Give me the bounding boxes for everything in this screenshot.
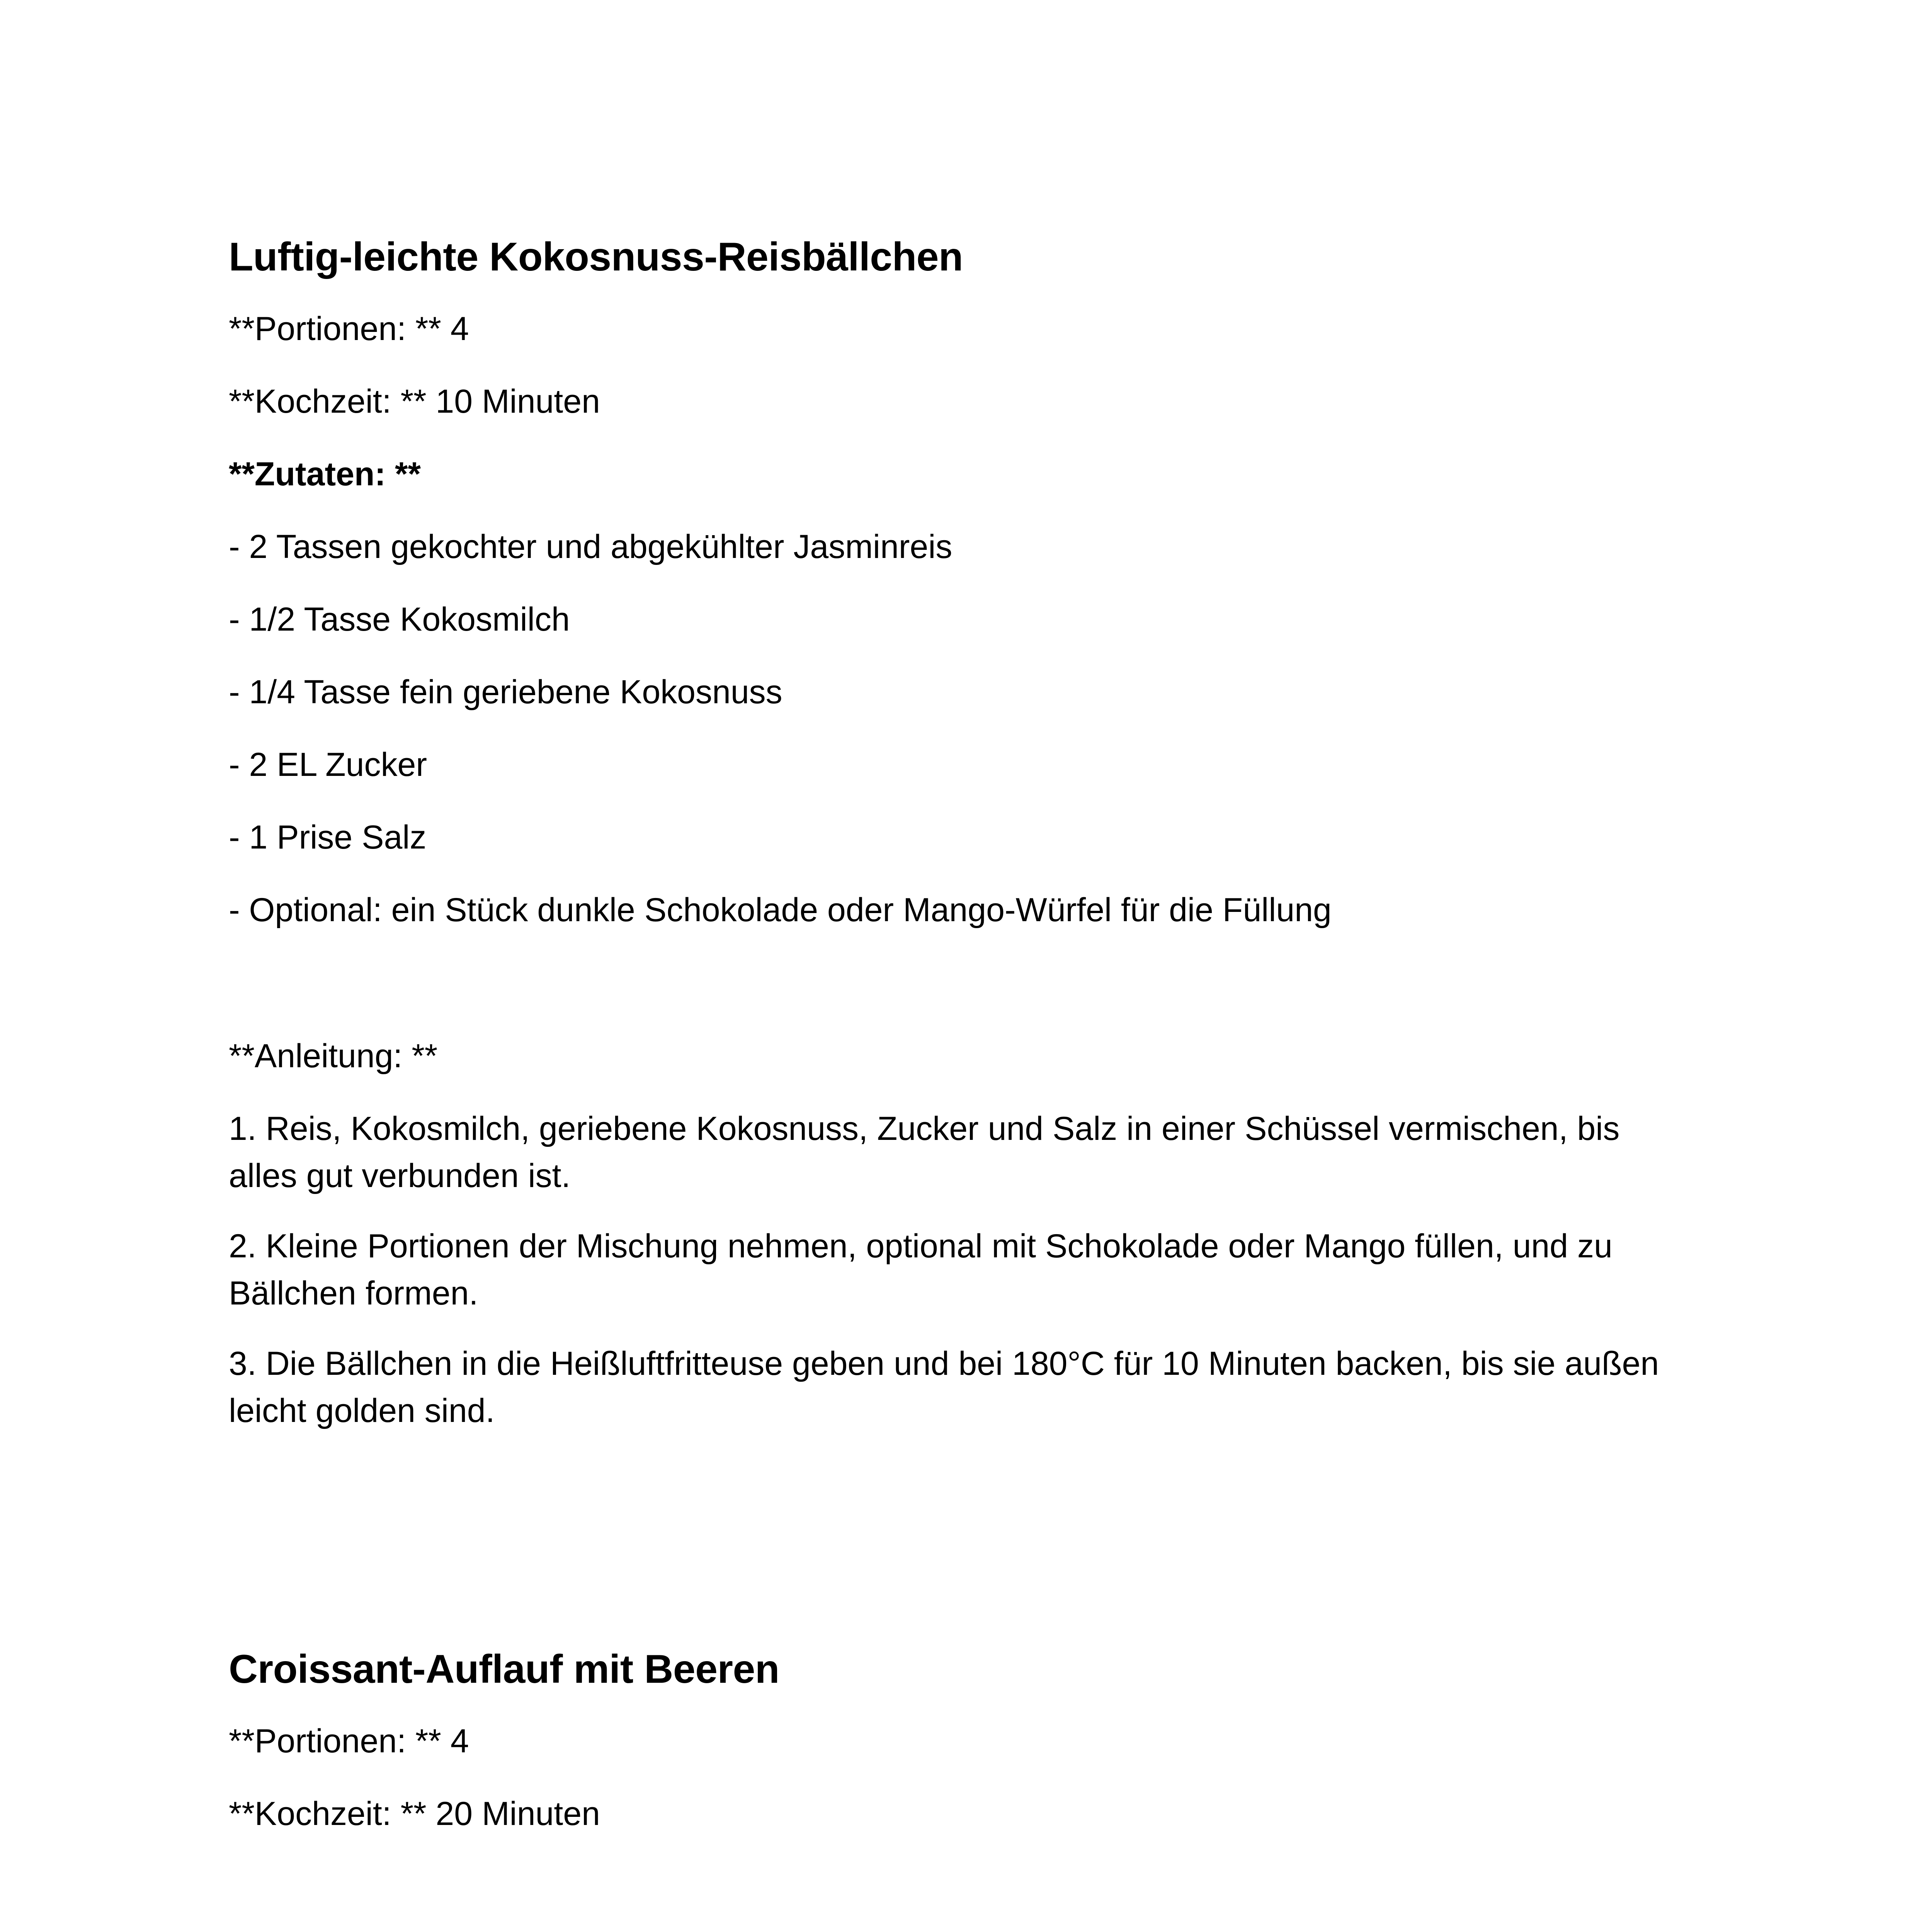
ingredient-item: - 2 EL Zucker [229, 746, 427, 783]
recipe-portions: **Portionen: ** 4 [229, 310, 469, 347]
ingredient-item: - 1/2 Tasse Kokosmilch [229, 601, 570, 638]
recipe-portions: **Portionen: ** 4 [229, 1723, 469, 1760]
recipe-title: Luftig-leichte Kokosnuss-Reisbällchen [229, 235, 963, 279]
recipe-cook-time: **Kochzeit: ** 10 Minuten [229, 383, 600, 420]
recipe-section-1 [229, 232, 1689, 1434]
recipe-section-2 [229, 1644, 1689, 1932]
recipe-cook-time: **Kochzeit: ** 20 Minuten [229, 1795, 600, 1832]
instructions-list [229, 1105, 1689, 1434]
ingredient-item: - 1 Prise Salz [229, 819, 427, 856]
ingredient-item: - 1/4 Tasse fein geriebene Kokosnuss [229, 673, 782, 711]
recipe-title: Croissant-Auflauf mit Beeren [229, 1647, 779, 1692]
ingredients-heading: **Zutaten: ** [229, 456, 421, 493]
instruction-step: 1. Reis, Kokosmilch, geriebene Kokosnuss, Zucker und Salz in einer Schüssel vermischen, bis alles gut verbunden ist. [229, 1110, 1620, 1194]
ingredients-list [229, 523, 1689, 934]
ingredient-item: - 2 Tassen gekochter und abgekühlter Jasminreis [229, 528, 953, 565]
instruction-step: 2. Kleine Portionen der Mischung nehmen, optional mit Schokolade oder Mango füllen, und zu Bällchen formen. [229, 1228, 1613, 1312]
instruction-step: 3. Die Bällchen in die Heißluftfritteuse geben und bei 180°C für 10 Minuten backen, bis sie außen leicht golden sind. [229, 1345, 1659, 1429]
instructions-heading: **Anleitung: ** [229, 1037, 438, 1075]
ingredient-item: - Optional: ein Stück dunkle Schokolade oder Mango-Würfel für die Füllung [229, 891, 1332, 929]
